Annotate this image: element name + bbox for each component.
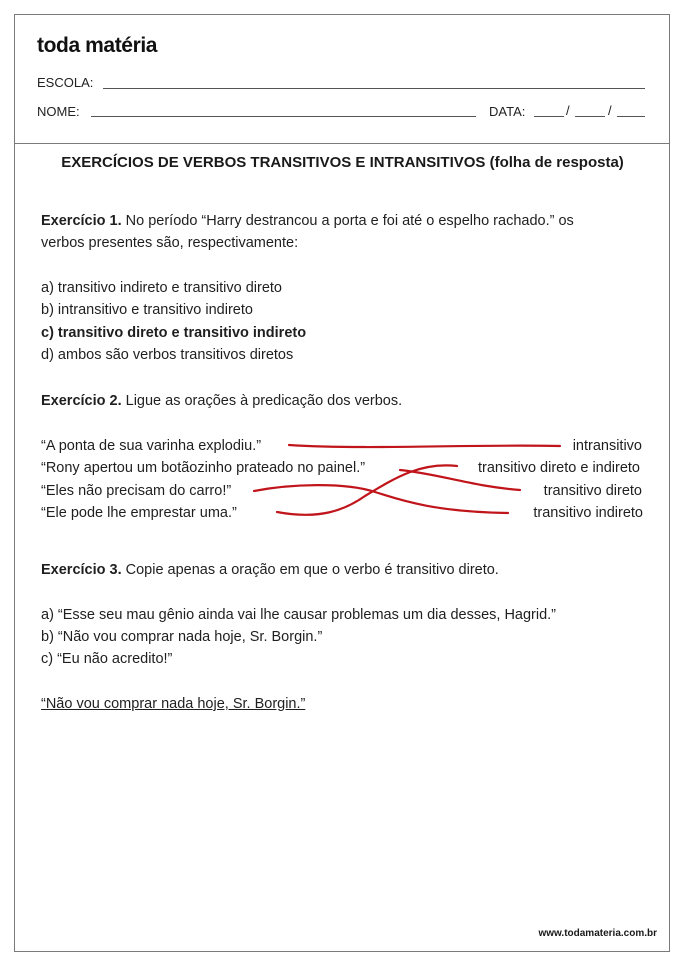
exercise-3-option-b: b) “Não vou comprar nada hoje, Sr. Borgin.” (41, 629, 323, 645)
exercise-3-label: Exercício 3. (41, 562, 122, 578)
exercise-1-option-d: d) ambos são verbos transitivos diretos (41, 347, 294, 363)
exercise-1-option-c-correct: c) transitivo direto e transitivo indireto (41, 325, 307, 341)
match-line-3 (254, 485, 508, 513)
footer-url: www.todamateria.com.br (538, 928, 657, 939)
exercise-2-label: Exercício 2. (41, 393, 122, 409)
exercise-3-option-c: c) “Eu não acredito!” (41, 651, 173, 667)
predication-2: transitivo direto e indireto (478, 460, 640, 476)
predication-4: transitivo indireto (533, 505, 643, 521)
date-separator-1: / (566, 103, 570, 118)
exercise-2-text: Ligue as orações à predicação dos verbos. (121, 393, 403, 409)
match-line-2 (400, 470, 520, 490)
sentence-2: “Rony apertou um botãozinho prateado no painel.” (41, 460, 366, 476)
school-label: ESCOLA: (37, 75, 94, 90)
date-label: DATA: (489, 104, 526, 119)
sentence-3: “Eles não precisam do carro!” (41, 483, 232, 499)
date-separator-2: / (608, 103, 612, 118)
match-line-1 (289, 445, 560, 447)
exercise-3-question (41, 559, 499, 581)
exercise-1-label: Exercício 1. (41, 213, 122, 229)
exercise-1-option-a: a) transitivo indireto e transitivo direto (41, 280, 282, 296)
sentence-4: “Ele pode lhe emprestar uma.” (41, 505, 237, 521)
brand-logo: toda matéria (37, 34, 158, 57)
name-label: NOME: (37, 104, 80, 119)
exercise-3-option-a: a) “Esse seu mau gênio ainda vai lhe causar problemas um dia desses, Hagrid.” (41, 607, 557, 623)
exercise-1-option-b: b) intransitivo e transitivo indireto (41, 302, 253, 318)
predication-3: transitivo direto (543, 483, 642, 499)
exercise-1-text: No período “Harry destrancou a porta e foi até o espelho rachado.” os verbos presentes são, respectivamente: (41, 213, 574, 251)
predication-1: intransitivo (572, 438, 642, 454)
page-title: EXERCÍCIOS DE VERBOS TRANSITIVOS E INTRANSITIVOS (folha de resposta) (61, 154, 624, 171)
exercise-3-answer: “Não vou comprar nada hoje, Sr. Borgin.” (41, 696, 306, 712)
sentence-1: “A ponta de sua varinha explodiu.” (41, 438, 262, 454)
exercise-3-text: Copie apenas a oração em que o verbo é transitivo direto. (121, 562, 499, 578)
